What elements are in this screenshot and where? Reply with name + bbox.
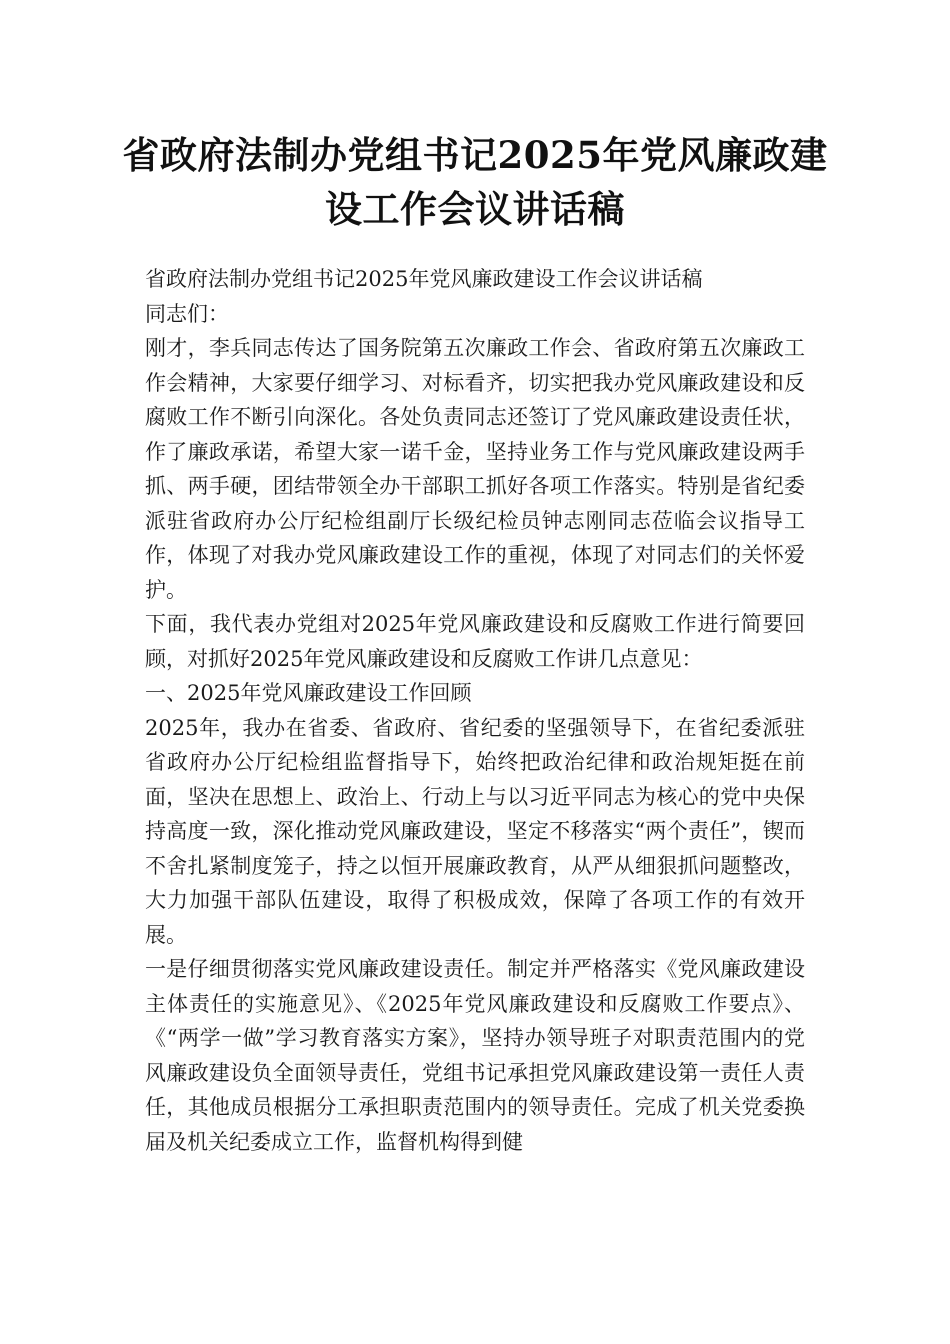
- body-paragraph: 2025年，我办在省委、省政府、省纪委的坚强领导下，在省纪委派驻省政府办公厅纪检组监督指导下，始终把政治纪律和政治规矩挺在前面，坚决在思想上、政治上、行动上与以习近平同志为核心的党中央保持高度一致，深化推动党风廉政建设，坚定不移落实“两个责任”，锲而不舍扎紧制度笼子，持之以恒开展廉政教育，从严从细狠抓问题整改，大力加强干部队伍建设，取得了积极成效，保障了各项工作的有效开展。: [145, 715, 805, 947]
- body-paragraph: 一是仔细贯彻落实党风廉政建设责任。制定并严格落实《党风廉政建设主体责任的实施意见》、《2025年党风廉政建设和反腐败工作要点》、《“两学一做”学习教育落实方案》，坚持办领导班子对职责范围内的党风廉政建设负全面领导责任，党组书记承担党风廉政建设第一责任人责任，其他成员根据分工承担职责范围内的领导责任。完成了机关党委换届及机关纪委成立工作，监督机构得到健: [145, 957, 805, 1154]
- salutation-paragraph: 同志们：: [145, 301, 229, 326]
- title-line-2: 设工作会议讲话稿: [325, 187, 625, 231]
- body-paragraph: 刚才，李兵同志传达了国务院第五次廉政工作会、省政府第五次廉政工作会精神，大家要仔细学习、对标看齐，切实把我办党风廉政建设和反腐败工作不断引向深化。各处负责同志还签订了党风廉政建设责任状，作了廉政承诺，希望大家一诺千金，坚持业务工作与党风廉政建设两手抓、两手硬，团结带领全办干部职工抓好各项工作落实。特别是省纪委派驻省政府办公厅纪检组副厅长级纪检员钟志刚同志莅临会议指导工作，体现了对我办党风廉政建设工作的重视，体现了对同志们的关怀爱护。: [145, 336, 805, 602]
- section-heading: 一、2025年党风廉政建设工作回顾: [145, 681, 472, 705]
- document-body: [145, 262, 805, 1159]
- document-title: [120, 128, 830, 236]
- title-line-1: 省政府法制办党组书记2025年党风廉政建: [122, 133, 828, 177]
- body-paragraph: 下面，我代表办党组对2025年党风廉政建设和反腐败工作进行简要回顾，对抓好2025年党风廉政建设和反腐败工作讲几点意见：: [145, 612, 805, 671]
- subtitle-paragraph: 省政府法制办党组书记2025年党风廉政建设工作会议讲话稿: [145, 267, 703, 291]
